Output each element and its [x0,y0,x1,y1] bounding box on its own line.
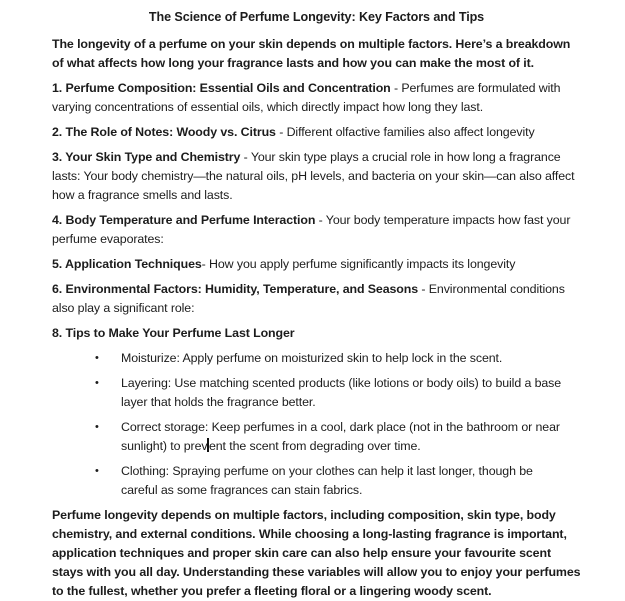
section-paragraph-body-temperature[interactable] [52,211,581,249]
list-item-layering[interactable] [95,374,581,412]
section-body: - Environmental conditions also play a significant role: [52,282,565,315]
section-heading: 2. The Role of Notes: Woody vs. Citrus [52,125,276,139]
section-body: - Your body temperature impacts how fast your perfume evaporates: [52,213,571,246]
intro-paragraph[interactable]: The longevity of a perfume on your skin depends on multiple factors. Here’s a breakdown of what affects how long your fragrance lasts and how you can make the most of it. [52,37,571,70]
list-item-text-after-cursor: ent the scent from degrading over time. [208,439,421,453]
list-item-text: Layering: Use matching scented products (like lotions or body oils) to build a base layer that holds the fragrance better. [121,376,562,409]
bullet-icon: • [95,465,99,477]
section-body: - Perfumes are formulated with varying concentrations of essential oils, which directly impact how long they last. [52,81,561,114]
section-heading: 4. Body Temperature and Perfume Interaction [52,213,316,227]
list-item-correct-storage[interactable] [95,418,581,456]
section-paragraph-notes[interactable] [52,123,581,142]
section-paragraph-application[interactable] [52,255,581,274]
section-heading: 3. Your Skin Type and Chemistry [52,150,241,164]
bullet-icon: • [95,352,99,364]
list-item-clothing[interactable] [95,462,581,500]
section-heading: 8. Tips to Make Your Perfume Last Longer [52,326,295,340]
document-title: The Science of Perfume Longevity: Key Factors and Tips [148,10,485,24]
section-paragraph-composition[interactable] [52,79,581,117]
section-body: - Different olfactive families also affect longevity [275,125,535,139]
section-heading: 5. Application Techniques [52,257,202,271]
tips-list [52,349,581,500]
list-item-text-before-cursor: Correct storage: Keep perfumes in a cool, dark place (not in the bathroom or near sunlight) to prev [121,420,560,453]
section-paragraph-environment[interactable] [52,280,581,318]
bullet-icon: • [95,377,99,389]
bullet-icon: • [95,421,99,433]
conclusion-paragraph[interactable]: Perfume longevity depends on multiple factors, including composition, skin type, body chemistry, and external conditions. While choosing a long-lasting fragrance is important, application techniques and proper skin care can also help ensure your favourite scent stays with you all day. Understanding these variables will allow you to enjoy your perfumes to the fullest, whether you prefer a fleeting floral or a lingering woody scent. [52,508,581,598]
section-body: - Your skin type plays a crucial role in how long a fragrance lasts: Your body chemistry—the natural oils, pH levels, and bacteria on your skin—can also affect how a fragrance smells and lasts. [52,150,575,202]
section-paragraph-skin-type[interactable] [52,148,581,205]
list-item-moisturize[interactable] [95,349,581,368]
tips-heading[interactable] [52,324,581,343]
list-item-text: Clothing: Spraying perfume on your clothes can help it last longer, though be careful as some fragrances can stain fabrics. [121,464,533,497]
section-body: - How you apply perfume significantly impacts its longevity [201,257,516,271]
section-heading: 1. Perfume Composition: Essential Oils and Concentration [52,81,391,95]
list-item-text: Moisturize: Apply perfume on moisturized skin to help lock in the scent. [121,351,503,365]
section-heading: 6. Environmental Factors: Humidity, Temperature, and Seasons [52,282,419,296]
